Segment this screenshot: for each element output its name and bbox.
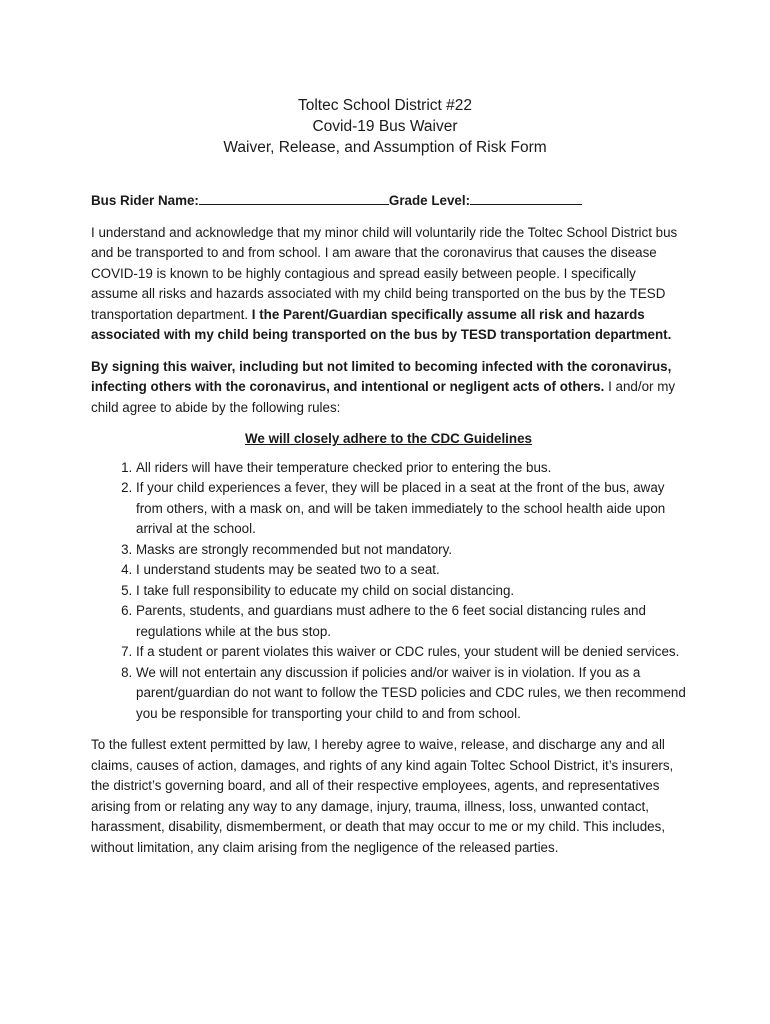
rider-name-label: Bus Rider Name: (91, 193, 199, 208)
document-body (91, 190, 686, 869)
district-title: Toltec School District #22 (297, 97, 473, 114)
rule-item: 1. All riders will have their temperature checked prior to entering the bus. (136, 458, 686, 479)
rule-item: 4. I understand students may be seated two to a seat. (136, 560, 686, 581)
acknowledgement-paragraph (91, 223, 686, 346)
rule-item: 6. Parents, students, and guardians must adhere to the 6 feet social distancing rules and regulations while at the bus stop. (136, 601, 686, 642)
rider-name-field[interactable] (199, 190, 389, 205)
rule-item: 7. If a student or parent violates this waiver or CDC rules, your student will be denied services. (136, 642, 686, 663)
rules-list (91, 458, 686, 725)
acknowledgement-text: I understand and acknowledge that my minor child will voluntarily ride the Toltec School District bus and be transported to and from school. I am aware that the coronavirus that causes the disease COVID-19 is known to be highly contagious and spread easily between people. I specifically assume all risks and hazards associated with my child being transported on the bus by the TESD transportation department. (91, 224, 678, 322)
rule-item: 2. If your child experiences a fever, they will be placed in a seat at the front of the bus, away from others, with a mask on, and will be taken immediately to the school health aide upon arrival at the school. (136, 478, 686, 540)
cdc-guidelines-heading: We will closely adhere to the CDC Guidelines (245, 431, 532, 446)
acknowledgement-bold-text: I the Parent/Guardian specifically assume all risk and hazards associated with my child being transported on the bus by TESD transportation department. (91, 306, 672, 342)
document-header (0, 95, 770, 158)
grade-level-label: Grade Level: (388, 193, 471, 208)
rider-info-line (91, 190, 686, 212)
signing-paragraph (91, 357, 686, 419)
waiver-title: Covid-19 Bus Waiver (312, 118, 458, 135)
rule-item: 3. Masks are strongly recommended but not mandatory. (136, 540, 686, 561)
signing-bold-text: By signing this waiver, including but not limited to becoming infected with the coronavirus, infecting others with the coronavirus, and intentional or negligent acts of others. (91, 358, 672, 394)
signing-text: I and/or my child agree to abide by the following rules: (91, 379, 676, 415)
grade-level-field[interactable] (470, 190, 582, 205)
release-paragraph: To the fullest extent permitted by law, I hereby agree to waive, release, and discharge any and all claims, causes of action, damages, and rights of any kind again Toltec School District, it’s insurers, the district’s governing board, and all of their respective employees, agents, and representatives arising from or relating any way to any damage, injury, trauma, illness, loss, unwanted contact, harassment, disability, dismemberment, or death that may occur to me or my child. This includes, without limitation, any claim arising from the negligence of the released parties. (91, 737, 674, 855)
rule-item: 5. I take full responsibility to educate my child on social distancing. (136, 581, 686, 602)
rule-item: 8. We will not entertain any discussion if policies and/or waiver is in violation. If you as a parent/guardian do not want to follow the TESD policies and CDC rules, we then recommend you be responsible for transporting your child to and from school. (136, 663, 686, 725)
form-title: Waiver, Release, and Assumption of Risk Form (223, 139, 547, 156)
